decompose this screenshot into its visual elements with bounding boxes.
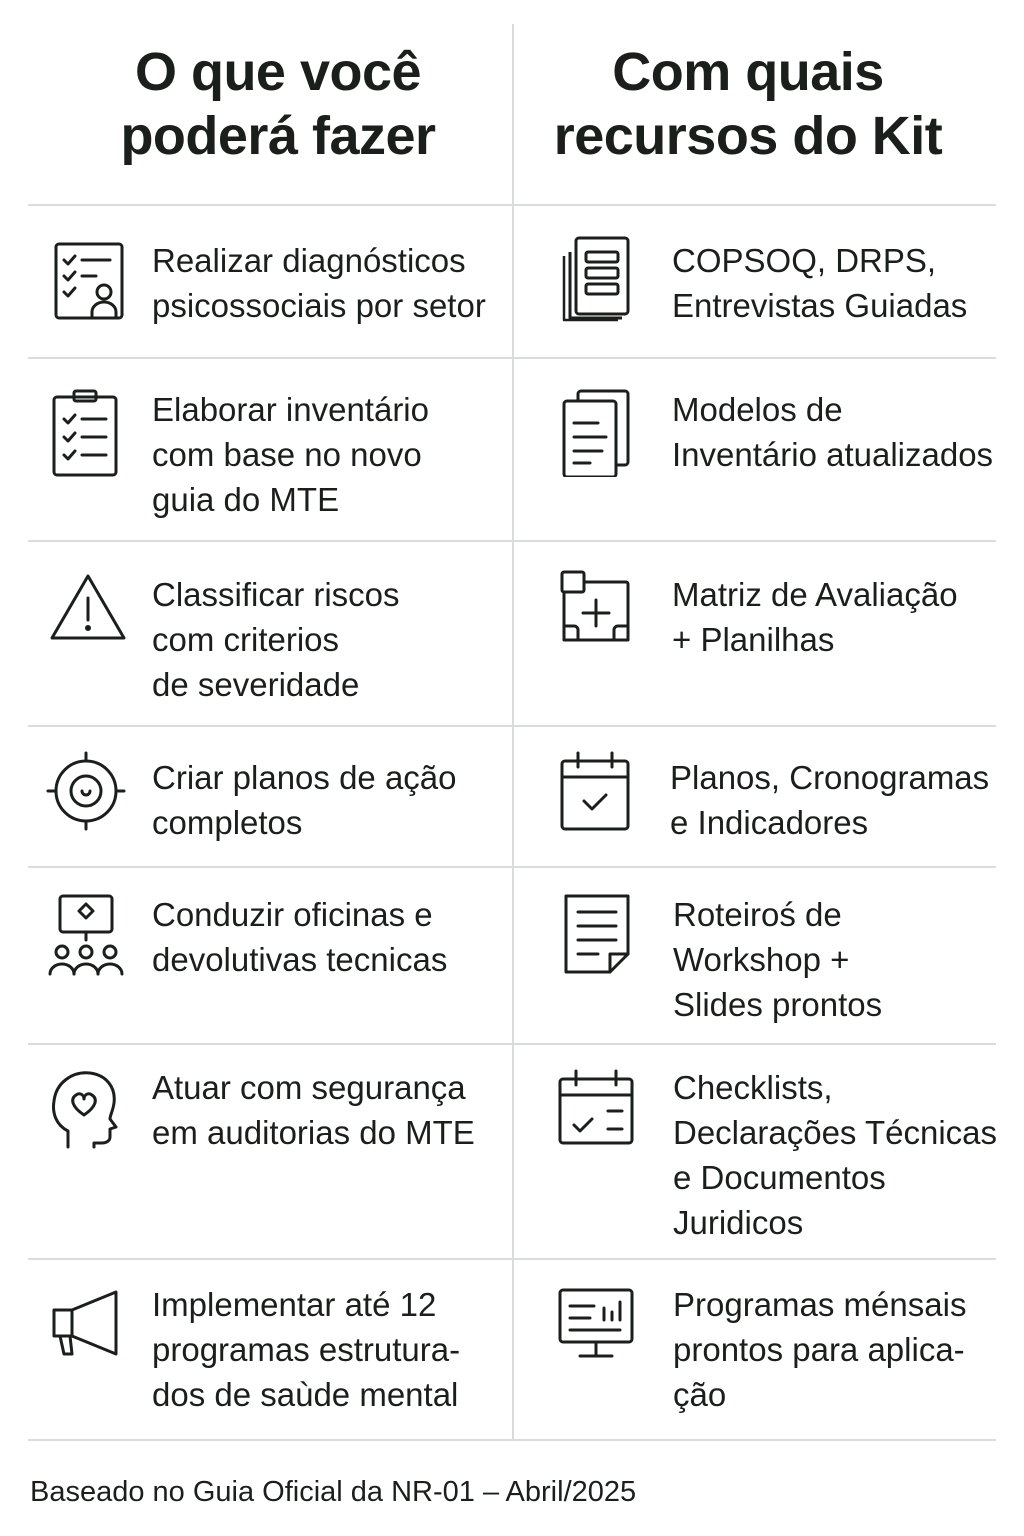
footer-note: Baseado no Guia Oficial da NR-01 – Abril/2025 xyxy=(30,1476,637,1508)
table-row xyxy=(0,542,1024,726)
table-row xyxy=(0,727,1024,867)
matrix-plus-icon xyxy=(556,568,636,658)
right-column-title: Com quais recursos do Kit xyxy=(553,42,943,166)
action-text: Classificar riscos com criterios de severidade xyxy=(152,576,400,703)
table-row xyxy=(0,1045,1024,1259)
resource-text: Matriz de Avaliação + Planilhas xyxy=(672,576,958,658)
document-copy-icon xyxy=(556,387,636,477)
documents-stack-icon xyxy=(556,234,636,324)
resource-text: Planos, Cronogramas e Indicadores xyxy=(670,759,990,841)
calendar-checklist-icon xyxy=(556,1065,636,1155)
calendar-check-icon xyxy=(556,747,636,837)
workshop-group-icon xyxy=(46,890,126,980)
document-lines-icon xyxy=(558,890,638,980)
action-text: Conduzir oficinas e devolutivas tecnicas xyxy=(152,896,448,978)
row-divider xyxy=(28,1439,996,1441)
resource-text: Checklists, Declarações Técnicas e Documentos Juridicos xyxy=(673,1069,998,1241)
megaphone-icon xyxy=(46,1282,126,1372)
table-row xyxy=(0,1260,1024,1440)
checklist-person-icon xyxy=(48,236,128,326)
clipboard-checklist-icon xyxy=(48,387,128,477)
resource-text: Roteiroś de Workshop + Slides prontos xyxy=(673,896,883,1023)
resource-text: Programas ménsais prontos para aplica- ção xyxy=(673,1286,967,1413)
resource-text: COPSOQ, DRPS, Entrevistas Guiadas xyxy=(672,242,968,324)
table-row xyxy=(0,359,1024,541)
action-text: Elaborar inventário com base no novo guia do MTE xyxy=(152,391,429,518)
table-row xyxy=(0,206,1024,358)
left-column-title: O que você poderá fazer xyxy=(120,42,436,166)
table-row xyxy=(0,868,1024,1044)
action-text: Realizar diagnósticos psicossociais por setor xyxy=(152,242,486,324)
monitor-chart-icon xyxy=(556,1282,636,1372)
warning-triangle-icon xyxy=(48,568,128,658)
resource-text: Modelos de Inventário atualizados xyxy=(672,391,994,473)
action-text: Implementar até 12 programas estrutura- dos de saùde mental xyxy=(152,1286,461,1413)
action-text: Atuar com segurança em auditorias do MTE xyxy=(152,1069,475,1151)
target-icon xyxy=(46,745,126,835)
head-heart-icon xyxy=(46,1067,126,1157)
action-text: Criar planos de ação completos xyxy=(152,759,457,841)
table-header xyxy=(0,40,1024,200)
